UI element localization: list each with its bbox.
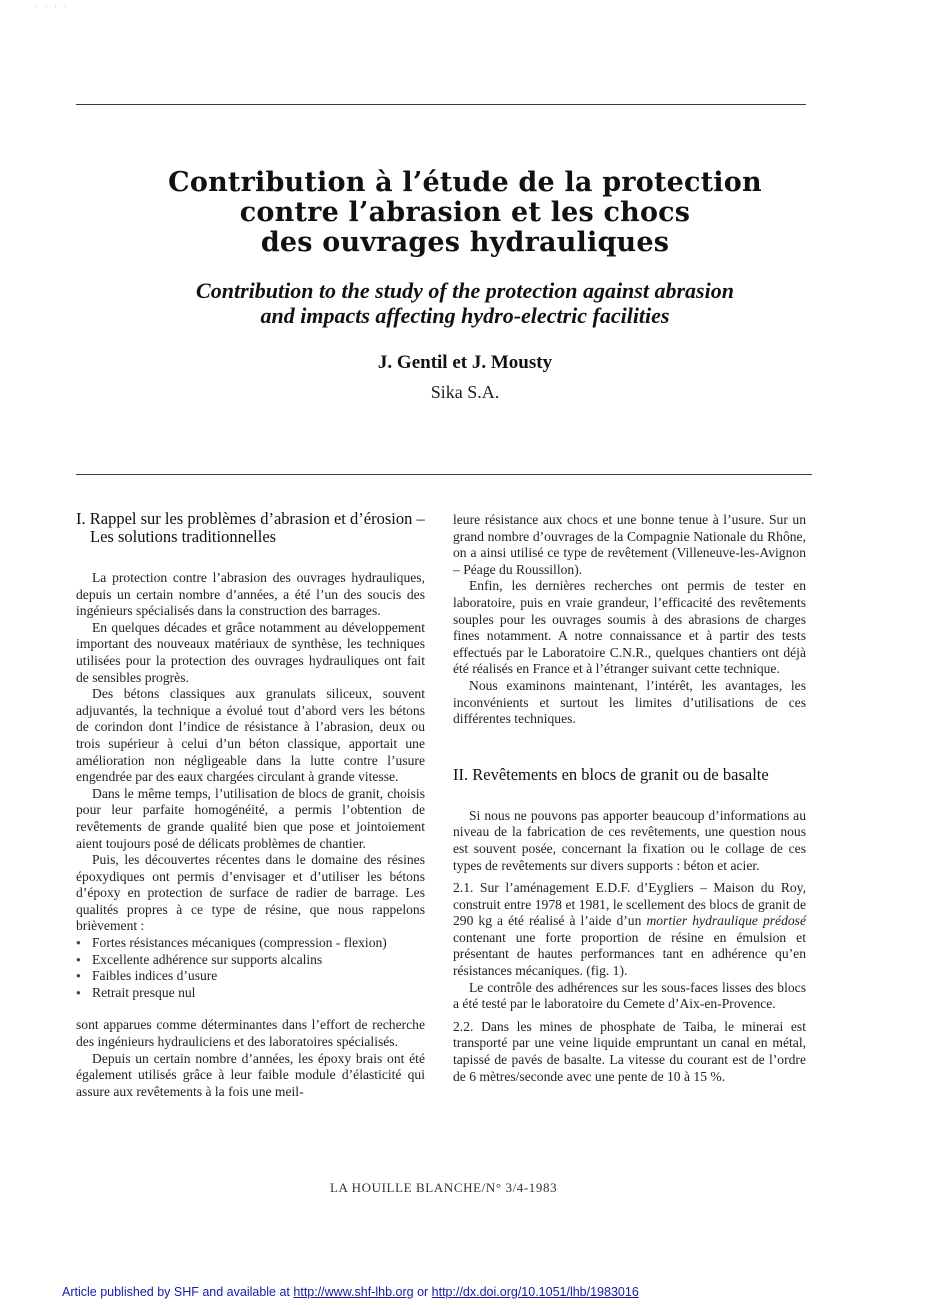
text-run: contenant une forte proportion de résine en émulsion et présentant de hautes performances tant en adhérence qu’en résistances mécaniques. (fig. 1). — [453, 929, 806, 979]
french-title-line: des ouvrages hydrauliques — [260, 227, 670, 258]
french-title — [100, 168, 830, 258]
list-item: ● Excellente adhérence sur supports alcalins — [76, 952, 425, 969]
paragraph: Puis, les découvertes récentes dans le domaine des résines époxydiques ont permis d’envisager et d’utiliser les bétons d’époxy en protection de surface de radier de barrage. Les qualités propres à ce type de résine, que nous rappelons brièvement : — [76, 852, 425, 934]
section-rule — [76, 474, 812, 475]
paragraph: leure résistance aux chocs et une bonne tenue à l’usure. Sur un grand nombre d’ouvrages de la Compagnie Nationale du Rhône, on a ainsi utilisé ce type de revêtement (Villeneuve-les-Avignon – Péage du Roussillon). — [453, 512, 806, 577]
header-rule — [76, 104, 806, 105]
journal-line: LA HOUILLE BLANCHE/N° 3/4-1983 — [330, 1180, 558, 1195]
footer-notice — [62, 1285, 639, 1299]
paragraph — [453, 880, 806, 980]
shf-link[interactable]: http://www.shf-lhb.org — [293, 1285, 414, 1299]
section-heading: II. Revêtements en blocs de granit ou de basalte — [453, 764, 769, 784]
list-item: ● Fortes résistances mécaniques (compression - flexion) — [76, 935, 425, 952]
affiliation: Sika S.A. — [430, 382, 500, 402]
paragraph: En quelques décades et grâce notamment au développement important des nouveaux matériaux de synthèse, les techniques utilisées pour la protection des ouvrages hydrauliques ont fait de sensibles progrès. — [76, 619, 425, 685]
french-title-line: contre l’abrasion et les chocs — [239, 197, 691, 228]
text-run: 2.1. Sur l’aménagement E.D.F. d’Eygliers – Maison du Roy, construit entre 1978 et 1981, le scellement des blocs de granit de 290 kg a été réalisé à l’aide d’un — [453, 880, 806, 929]
paragraph: Enfin, les dernières recherches ont permis de tester en laboratoire, puis en vraie grandeur, l’efficacité des revêtements souples pour les ouvrages soumis à des abrasions de charges fines notamment. A notre connaissance et à partir des tests effectués par le Laboratoire C.N.R., quelques chantiers ont déjà été réalisés en France et à l’étranger suivant cette technique. — [453, 578, 806, 677]
footer-prefix: Article published by SHF and available at — [62, 1285, 294, 1299]
list-item: ● Retrait presque nul — [76, 985, 425, 1002]
right-column — [453, 512, 806, 1085]
doi-link[interactable]: http://dx.doi.org/10.1051/lhb/1983016 — [431, 1285, 639, 1299]
english-title-line: and impacts affecting hydro-electric facilities — [260, 303, 670, 328]
paragraph: Le contrôle des adhérences sur les sous-faces lisses des blocs a été testé par le laboratoire du Cemete d’Aix-en-Provence. — [453, 979, 806, 1012]
english-title — [100, 278, 830, 328]
paragraph: Dans le même temps, l’utilisation de blocs de granit, choisis pour leur parfaite homogénéité, a permis l’obtention de revêtements de grande qualité bien que pose et jointoiement aient toujours posé de délicats problèmes de chantier. — [76, 785, 425, 851]
paragraph: Des bétons classiques aux granulats siliceux, souvent adjuvantés, la technique a évolué tout d’abord vers les bétons de corindon dont l’indice de résistance à l’abrasion, deux ou trois supérieur à celui d’un béton classique, apportait une amélioration non négligeable dans la lutte contre l’usure engendrée par des eaux chargées circulant à grande vitesse. — [76, 686, 425, 785]
paragraph: sont apparues comme déterminantes dans l’effort de recherche des ingénieurs hydrauliciens et des laboratoires spécialisés. — [76, 1017, 425, 1050]
list-item: ● Faibles indices d’usure — [76, 968, 425, 985]
paragraph: La protection contre l’abrasion des ouvrages hydrauliques, depuis un certain nombre d’années, a été l’un des soucis des ingénieurs spécialisés dans la construction des barrages. — [76, 570, 425, 619]
paragraph: Si nous ne pouvons pas apporter beaucoup d’informations au niveau de la fabrication de ces revêtements, une question nous est souvent posée, concernant la fixation ou le collage de ces types de revêtements sur divers supports : béton et acier. — [453, 807, 806, 873]
english-title-line: Contribution to the study of the protection against abrasion — [196, 278, 734, 303]
section-heading: I. Rappel sur les problèmes d’abrasion et d’érosion – Les solutions traditionnelles — [76, 509, 425, 546]
footer-middle: or — [413, 1285, 432, 1299]
paragraph: Depuis un certain nombre d’années, les époxy brais ont été également utilisés grâce à leur faible module d’élasticité qui assure aux revêtements à la fois une meil- — [76, 1050, 425, 1099]
french-title-line: Contribution à l’étude de la protection — [168, 167, 762, 198]
paragraph: Nous examinons maintenant, l’intérêt, les avantages, les inconvénients et surtout les limites d’utilisations de ces différentes techniques. — [453, 677, 806, 727]
scan-mark: · · · · — [34, 2, 68, 11]
property-list — [76, 935, 425, 1001]
authors: J. Gentil et J. Mousty — [377, 352, 553, 373]
left-column — [76, 510, 425, 1100]
paragraph: 2.2. Dans les mines de phosphate de Taiba, le minerai est transporté par une veine liquide empruntant un canal en métal, tapissé de pavés de basalte. La vitesse du courant est de l’ordre de 6 mètres/seconde avec une pente de 10 à 15 %. — [453, 1018, 806, 1084]
italic-run: mortier hydraulique prédosé — [646, 913, 806, 929]
